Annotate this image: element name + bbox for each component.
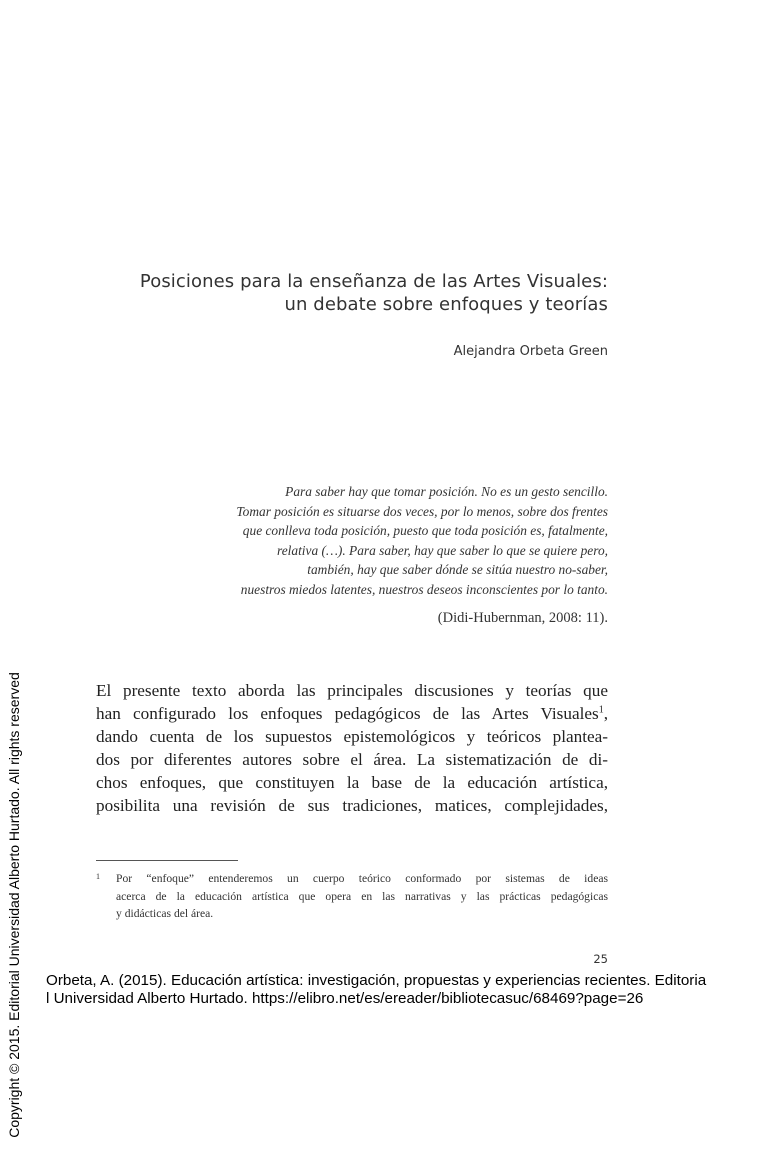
body-line — [96, 702, 608, 725]
body-line-text: han configurado los enfoques pedagógicos de las Artes Visuales — [96, 704, 599, 723]
body-line: dando cuenta de los supuestos epistemológicos y teóricos plantea- — [96, 727, 608, 746]
body-line: chos enfoques, que constituyen la base de la educación artística, — [96, 773, 608, 792]
epigraph-line: relativa (…). Para saber, hay que saber lo que se quiere pero, — [277, 542, 608, 558]
footnote-line: y didácticas del área. — [116, 907, 214, 920]
source-reference — [46, 972, 726, 1008]
source-reference-line-2[interactable]: l Universidad Alberto Hurtado. https://elibro.net/es/ereader/bibliotecasuc/68469?page=26 — [46, 990, 644, 1007]
footnote-text — [116, 870, 608, 923]
epigraph-line: Para saber hay que tomar posición. No es un gesto sencillo. — [285, 484, 608, 499]
epigraph-quote — [150, 482, 608, 599]
body-line: posibilita una revisión de sus tradiciones, matices, complejidades, — [96, 796, 608, 815]
epigraph-line: nuestros miedos latentes, nuestros deseos inconscientes por lo tanto. — [240, 581, 608, 597]
article-author: Alejandra Orbeta Green — [453, 344, 608, 359]
article-title-line-2: un debate sobre enfoques y teorías — [284, 294, 608, 315]
page-number: 25 — [593, 952, 608, 966]
epigraph-citation: (Didi-Hubernman, 2008: 11). — [437, 610, 608, 626]
epigraph-line: también, hay que saber dónde se sitúa nuestro no-saber, — [307, 562, 608, 577]
body-line: El presente texto aborda las principales discusiones y teorías que — [96, 681, 608, 700]
footnote-reference[interactable]: 1 — [598, 704, 604, 716]
source-reference-line-1: Orbeta, A. (2015). Educación artística: investigación, propuestas y experiencias recientes. Editoria — [46, 972, 707, 989]
epigraph-line: que conlleva toda posición, puesto que toda posición es, fatalmente, — [242, 523, 608, 538]
footnote-divider — [96, 860, 238, 861]
body-paragraph — [96, 679, 608, 817]
copyright-notice: Copyright © 2015. Editorial Universidad Alberto Hurtado. All rights reserved — [6, 672, 22, 1138]
footnote — [96, 870, 608, 923]
footnote-line: Por “enfoque” entenderemos un cuerpo teórico conformado por sistemas de ideas — [116, 872, 608, 885]
footnote-number: 1 — [96, 872, 100, 881]
article-title-line-1: Posiciones para la enseñanza de las Artes Visuales: — [139, 271, 608, 292]
epigraph-line: Tomar posición es situarse dos veces, por lo menos, sobre dos frentes — [236, 503, 608, 519]
footnote-line: acerca de la educación artística que opera en las narrativas y las prácticas pedagógicas — [116, 889, 608, 903]
body-line-punct: , — [603, 704, 608, 723]
body-line: dos por diferentes autores sobre el área. La sistematización de di- — [96, 750, 608, 769]
article-title — [120, 270, 608, 316]
